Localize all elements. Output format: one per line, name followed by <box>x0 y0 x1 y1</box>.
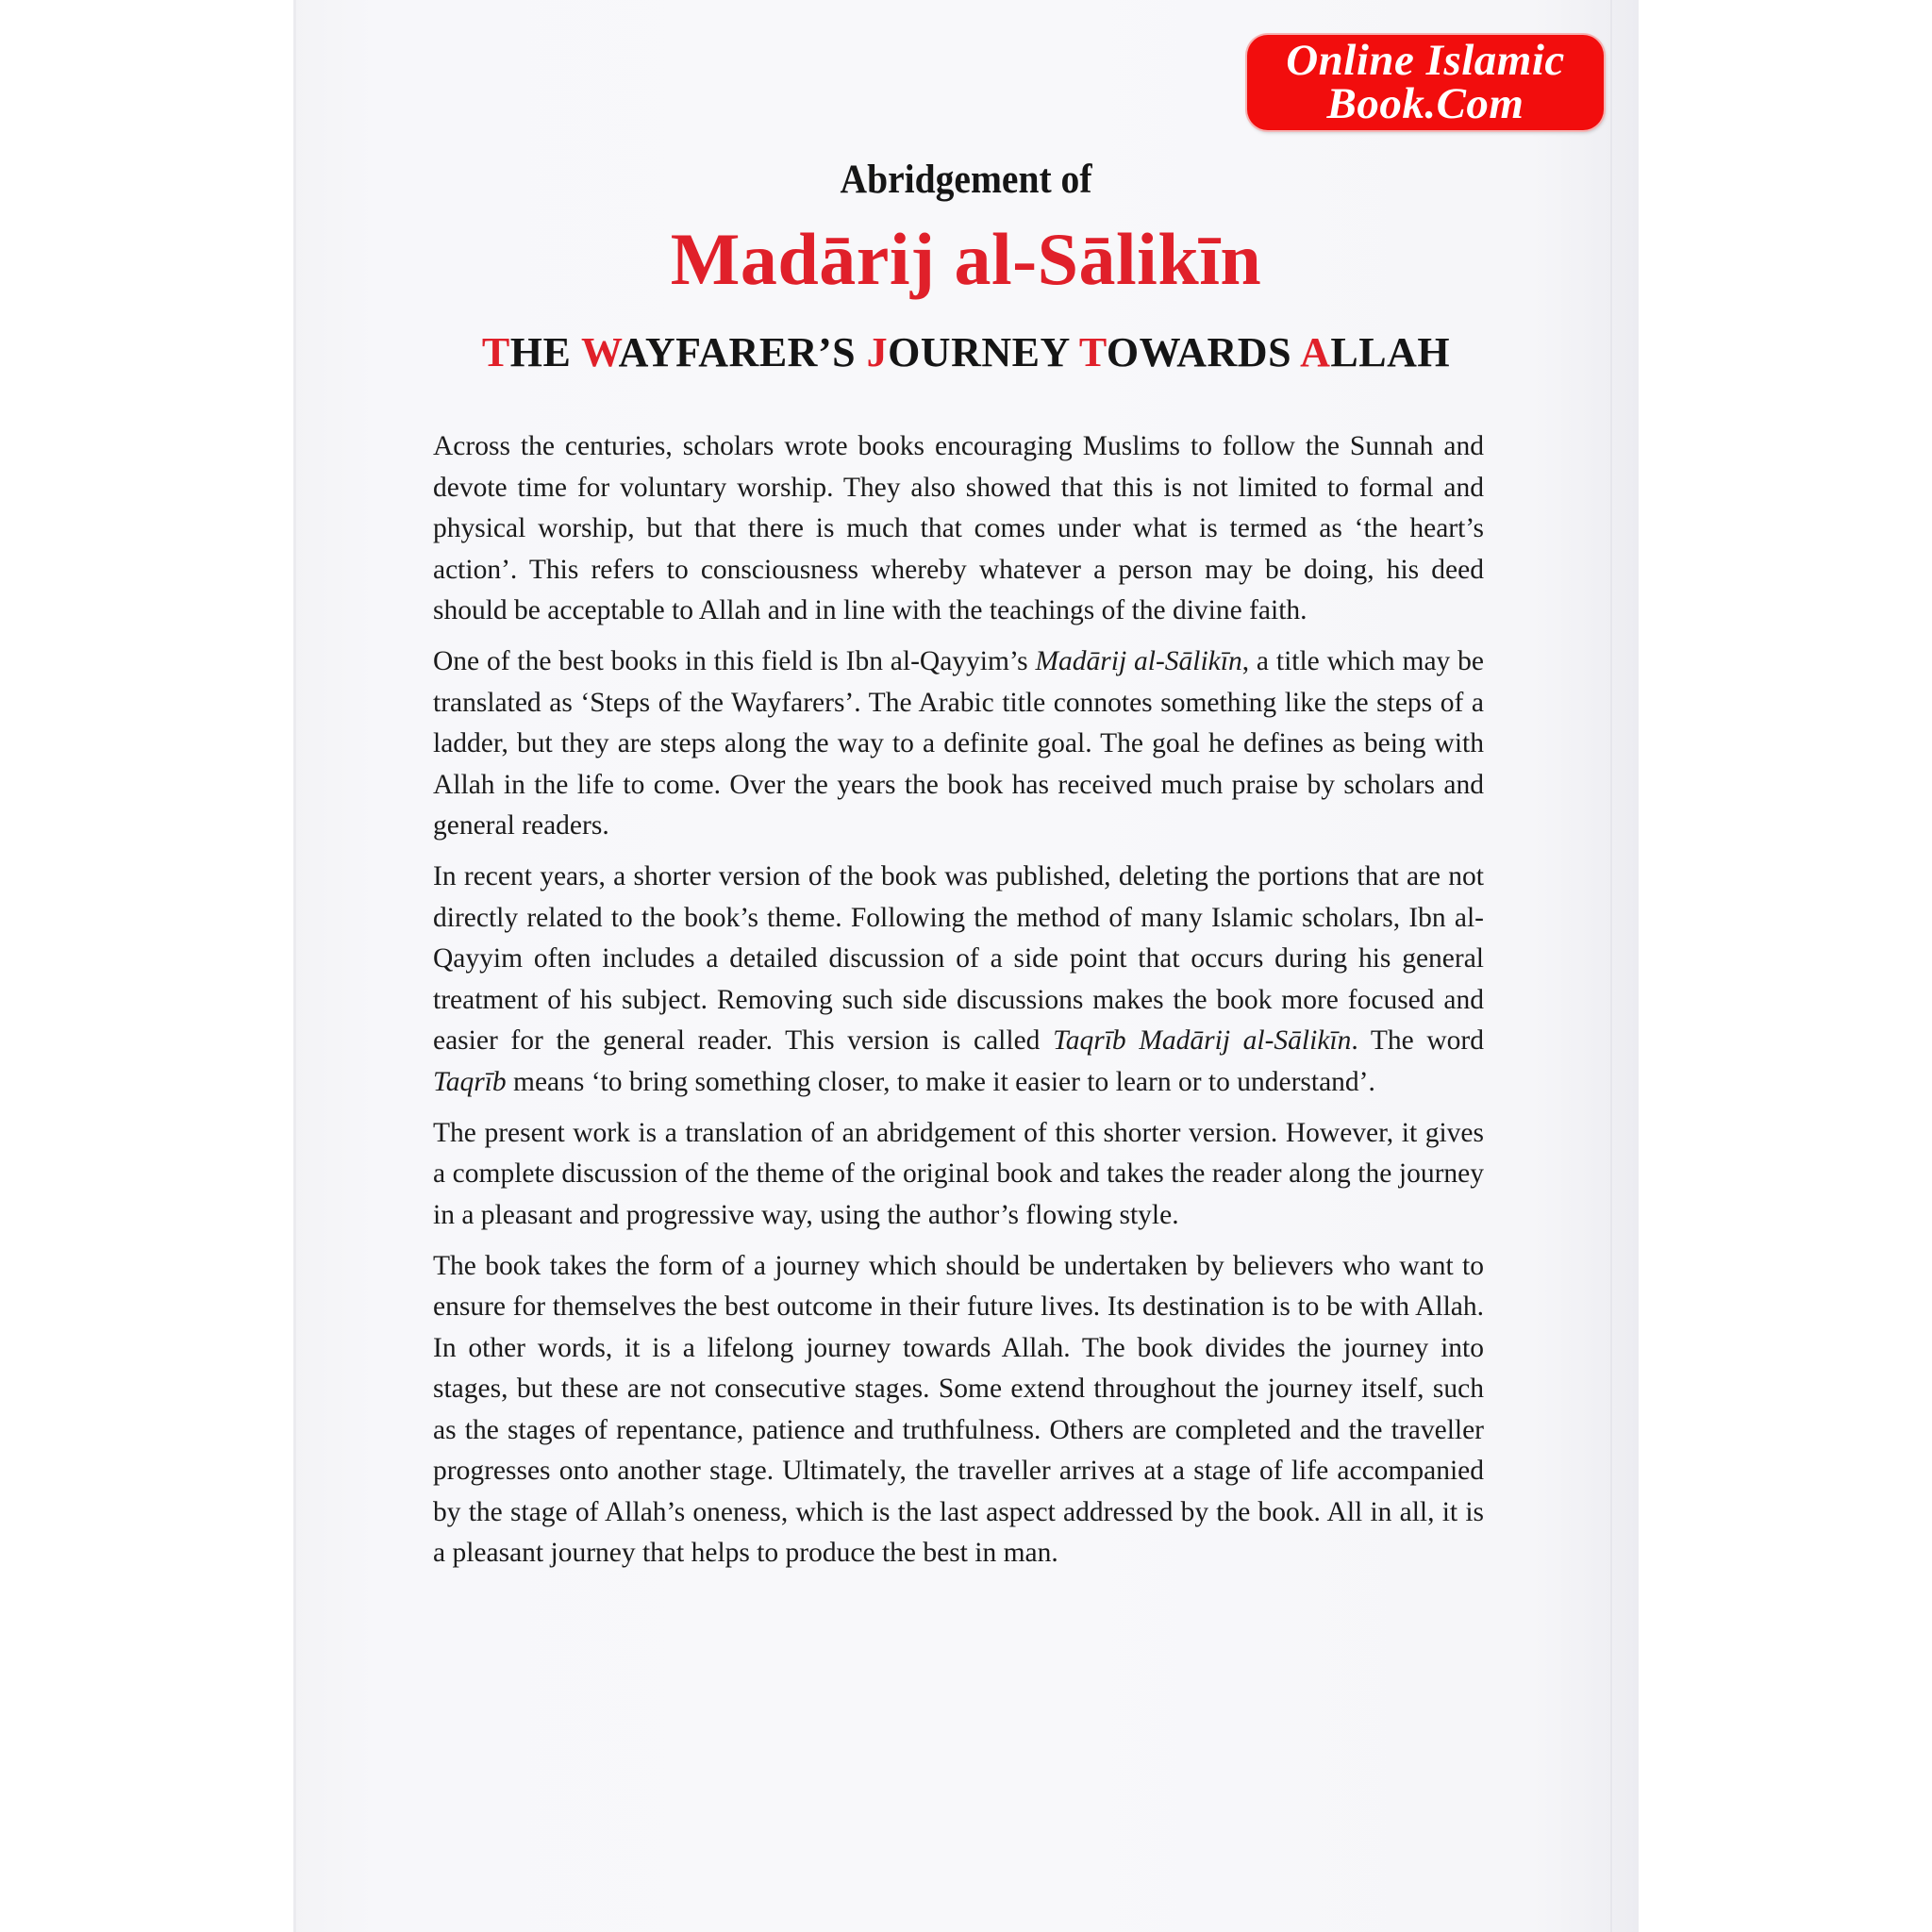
blurb-paragraph-2: One of the best books in this field is Ibn al-Qayyim’s Madārij al-Sālikīn, a title which may be translated as ‘Steps of the Wayfarers’. The Arabic title connotes something like the steps of a ladder, but they are steps along the way to a definite goal. The goal he defines as being with Allah in the life to come. Over the years the book has received much praise by scholars and general readers. <box>433 646 1484 841</box>
subtitle-word: TOWARDS <box>1078 329 1292 375</box>
book-title: Madārij al-Sālikīn <box>670 218 1262 300</box>
italic-title: Taqrīb Madārij al-Sālikīn <box>1053 1025 1352 1056</box>
blurb-paragraph-3: In recent years, a shorter version of the book was published, deleting the portions that are not directly related to the book’s theme. Following the method of many Islamic scholars, Ibn al-Qayyim often includes a detailed discussion of a side point that occurs during his general treatment of his subject. Removing such side discussions makes the book more focused and easier for the general reader. This version is called Taqrīb Madārij al-Sālikīn. The word Taqrīb means ‘to bring something closer, to make it easier to learn or to understand’. <box>433 861 1484 1097</box>
subtitle-word: THE <box>481 329 572 375</box>
subtitle-word: ALLAH <box>1300 329 1451 375</box>
cover-kicker: Abridgement of <box>840 158 1092 202</box>
blurb-body <box>433 426 1484 1584</box>
watermark-line-1: Online Islamic <box>1286 36 1565 85</box>
italic-title: Madārij al-Sālikīn <box>1035 646 1242 676</box>
blurb-paragraph-4: The present work is a translation of an abridgement of this shorter version. However, it gives a complete discussion of the theme of the original book and takes the reader along the journey in a pleasant and progressive way, using the author’s flowing style. <box>433 1117 1484 1230</box>
book-subtitle <box>293 328 1639 376</box>
watermark-badge <box>1247 35 1604 130</box>
italic-term: Taqrīb <box>433 1066 507 1097</box>
watermark-line-2: Book.Com <box>1326 79 1524 128</box>
subtitle-word: WAYFARER’S <box>581 329 857 375</box>
blurb-paragraph-1: Across the centuries, scholars wrote books encouraging Muslims to follow the Sunnah and devote time for voluntary worship. They also showed that this is not limited to formal and physical worship, but that there is much that comes under what is termed as ‘the heart’s action’. This refers to consciousness whereby whatever a person may be doing, his deed should be acceptable to Allah and in line with the teachings of the divine faith. <box>433 431 1484 625</box>
blurb-paragraph-5: The book takes the form of a journey which should be undertaken by believers who want to ensure for themselves the best outcome in their future lives. Its destination is to be with Allah. In other words, it is a lifelong journey towards Allah. The book divides the journey into stages, but these are not consecutive stages. Some extend throughout the journey itself, such as the stages of repentance, patience and truthfulness. Others are completed and the traveller progresses onto another stage. Ultimately, the traveller arrives at a stage of life accompanied by the stage of Allah’s oneness, which is the last aspect addressed by the book. All in all, it is a pleasant journey that helps to produce the best in man. <box>433 1250 1484 1568</box>
subtitle-word: JOURNEY <box>866 329 1070 375</box>
